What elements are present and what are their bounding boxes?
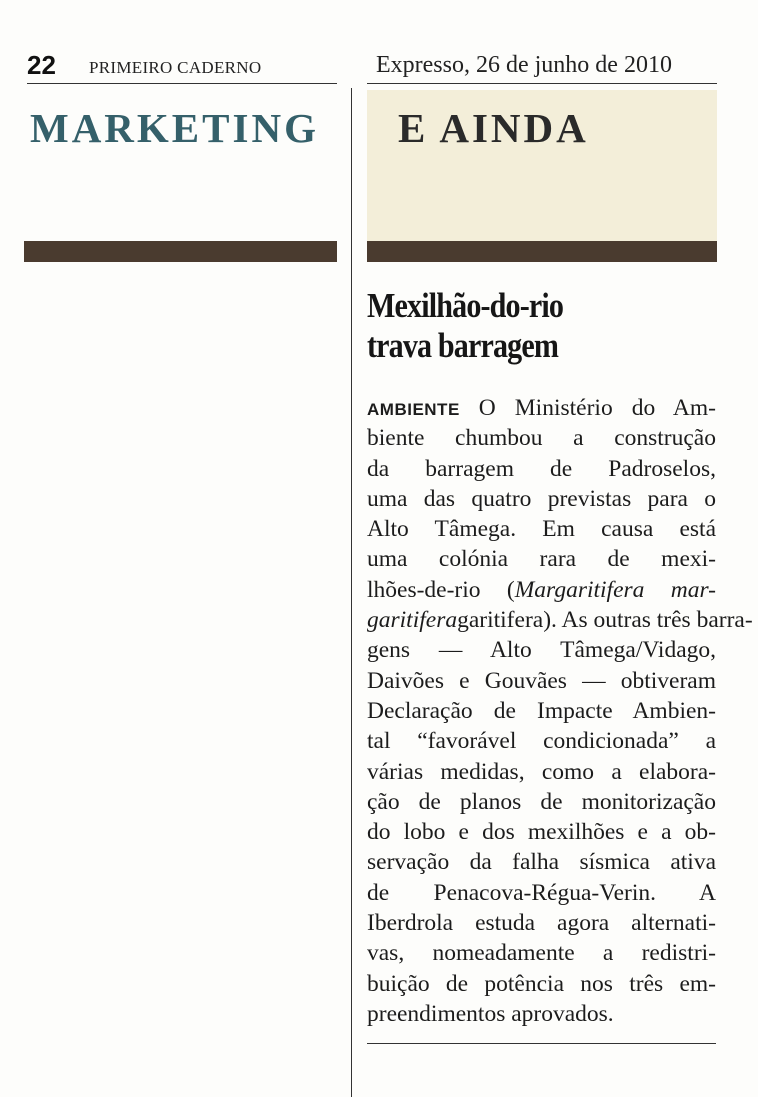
header-rule-left: [27, 83, 337, 84]
body-line: O Ministério do Am-: [459, 395, 716, 421]
body-line: Daivões e Gouvães — obtiveram: [367, 667, 716, 694]
species-name: garitifera: [367, 607, 458, 634]
body-line: Iberdrola estuda agora alternati-: [367, 910, 716, 937]
body-line: do lobo e dos mexilhões e a ob-: [367, 819, 716, 846]
section-name: PRIMEIRO CADERNO: [89, 58, 262, 77]
article-kicker: AMBIENTE: [367, 400, 460, 419]
body-line: Alto Tâmega. Em causa está: [367, 516, 716, 543]
body-line: vas, nomeadamente a redistri-: [367, 940, 716, 967]
page-number: 22: [27, 50, 56, 80]
body-line: tal “favorável condicionada” a: [367, 728, 716, 755]
right-section-band: [367, 241, 717, 262]
marketing-section-title: MARKETING: [30, 105, 319, 151]
body-line: buição de potência nos três em-: [367, 970, 716, 997]
article-end-rule: [367, 1043, 716, 1044]
body-line: gens — Alto Tâmega/Vidago,: [367, 637, 716, 664]
body-line: biente chumbou a construção: [367, 425, 716, 452]
body-line: da barragem de Padroselos,: [367, 455, 716, 482]
body-line: várias medidas, como a elabora-: [367, 758, 716, 785]
left-section-band: [24, 241, 337, 262]
body-line: preendimentos aprovados.: [367, 1000, 614, 1027]
body-line: de Penacova-Régua-Verin. A: [367, 879, 716, 906]
dateline: Expresso, 26 de junho de 2010: [376, 52, 672, 78]
headline-line-2: trava barragem: [367, 326, 559, 365]
body-line: uma colónia rara de mexi-: [367, 546, 716, 573]
species-name: Margaritifera mar-: [514, 576, 716, 603]
body-line: ção de planos de monitorização: [367, 788, 716, 815]
body-line: lhões-de-rio (: [367, 576, 515, 603]
body-line: Declaração de Impacte Ambien-: [367, 697, 716, 724]
header-rule-right: [367, 83, 717, 84]
article-headline: [367, 286, 668, 366]
headline-line-1: Mexilhão-do-rio: [367, 286, 564, 325]
body-line: servação da falha sísmica ativa: [367, 849, 716, 876]
e-ainda-section-title: E AINDA: [398, 105, 589, 151]
article-body: [367, 393, 753, 1029]
column-divider: [351, 88, 352, 1097]
body-line: uma das quatro previstas para o: [367, 485, 716, 512]
body-line: garitifera). As outras três barra-: [457, 607, 753, 634]
